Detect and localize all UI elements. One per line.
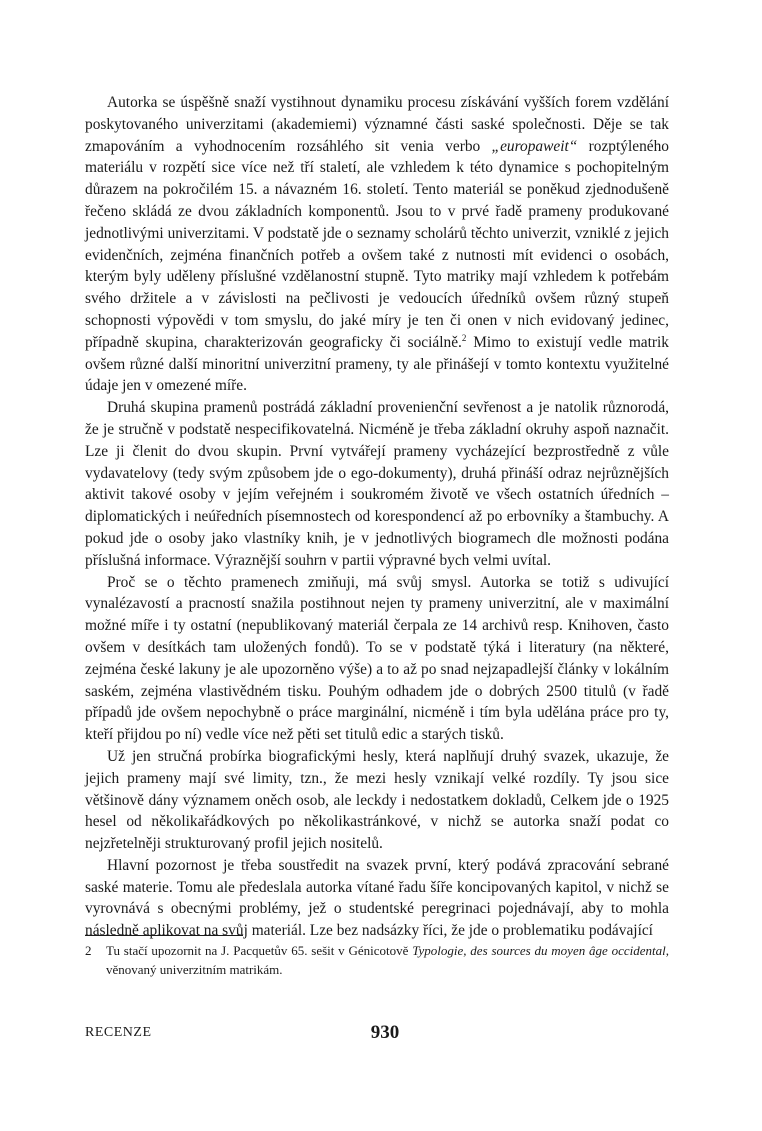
page-number: 930 — [370, 1022, 400, 1043]
footnote-text-after: , věnovaný univerzitním matrikám. — [106, 943, 669, 977]
paragraph-1-italic-term: „europaweit“ — [491, 137, 578, 155]
footnote-divider — [85, 935, 243, 936]
footnote — [85, 942, 669, 979]
footnote-number: 2 — [85, 943, 92, 958]
footnote-reference[interactable]: 2 — [461, 332, 467, 343]
paragraph-5: Hlavní pozornost je třeba soustředit na svazek první, který podává zpracování sebrané saské materie. Tomu ale předeslala autorka vítané řadu šíře koncipovaných kapitol, v nichž se vyrovnává s obecnými problémy, jež o studentské peregrinaci pojednávají, aby to mohla následně aplikovat na svůj materiál. Lze bez nadsázky říci, že jde o problematiku podávající — [85, 856, 669, 940]
footnote-cited-title: Typologie, des sources du moyen âge occidental — [412, 943, 666, 958]
main-text — [85, 92, 669, 942]
paragraph-4: Už jen stručná probírka biografickými hesly, která naplňují druhý svazek, ukazuje, že jejich prameny mají své limity, tzn., že mezi hesly vznikají velké rozdíly. Ty jsou sice většinově dány významem oněch osob, ale leckdy i nedostatkem dokladů, Celkem jde o 1925 hesel od několikařádkových po několikastránkové, v nichž se autorka snaží podat co nejzřetelněji strukturovaný profil jejich nositelů. — [85, 747, 669, 853]
paragraph-3: Proč se o těchto pramenech zmiňuji, má svůj smysl. Autorka se totiž s udivující vynalézavostí a pracností snažila postihnout nejen ty prameny univerzitní, ale v maximální možné míře i ty ostatní (nepublikovaný materiál čerpala ze 14 archivů resp. Knihoven, často ovšem v desítkách tam uložených fondů). To se v podstatě týká i literatury (na některé, zejména české lakuny je ale upozorněno výše) a to až po snad nejzapadlejší články v lokálním saském, zejména vlastivědném tisku. Pouhým odhadem jde o dobrých 2500 titulů (v řadě případů jde ovšem nepochybně o práce marginální, nicméně i tím byla udělána práce pro ty, kteří přijdou po ní) vedle více než pěti set titulů edic a starých tisků. — [85, 573, 669, 744]
footnote-text — [106, 942, 669, 979]
paragraph-1-part-c: Mimo to existují vedle matrik ovšem různé další minoritní univerzitní prameny, ty ale přinášejí v tomto kontextu využitelné údaje jen v omezené míře. — [85, 333, 670, 395]
paragraph-1 — [85, 92, 669, 397]
footnote-text-before: Tu stačí upozornit na J. Pacquetův 65. sešit v Génicotově — [106, 943, 413, 958]
paragraph-1-part-a: Autorka se úspěšně snaží vystihnout dynamiku procesu získávání vyšších forem vzdělání poskytovaného univerzitami (akademiemi) významné části saské společnosti. Děje se tak zmapováním a vyhodnocením rozsáhlého sit venia verbo — [85, 94, 669, 155]
paragraph-1-part-b: rozptýleného materiálu v rozpětí sice více než tří staletí, ale vzhledem k této dynamice s pochopitelným důrazem na pokročilém 15. a návazném 16. století. Tento materiál se poněkud zjednodušeně řečeno skládá ze dvou základních komponentů. Jsou to v prvé řadě prameny produkované jednotlivými univerzitami. V podstatě jde o seznamy scholárů těchto univerzit, vzniklé z jejich evidenčních, zejména finančních potřeb a ovšem také z nutnosti mít evidenci o osobách, kterým byly uděleny příslušné vzdělanostní stupně. Tyto matriky mají vzhledem k potřebám svého držitele a v závislosti na pečlivosti je vedoucích úředníků ovšem různý stupeň schopnosti výpovědi v tom smyslu, do jaké míry je ten či onen v nich evidovaný jedinec, případně skupina, charakterizován geograficky či sociálně. — [85, 137, 669, 351]
paragraph-2: Druhá skupina pramenů postrádá základní provenienční sevřenost a je natolik různorodá, že je stručně v podstatě nespecifikovatelná. Nicméně je třeba základní okruhy aspoň naznačit. Lze ji členit do dvou skupin. První vytvářejí prameny vycházející bezprostředně z vůle vydavatelovy (tedy svým způsobem jde o ego-dokumenty), druhá přináší odraz nejrůznějších aktivit takové osoby v jejím veřejném i soukromém životě ve všech ostatních úředních – diplomatických i neúředních písemnostech od korespondencí až po erbovníky a štambuchy. A pokud jde o osoby jako vlastníky knih, je v jednotlivých biogramech dle možnosti podána příslušná informace. Výraznější souhrn v partii výpravné bych velmi uvítal. — [85, 399, 669, 569]
section-label: RECENZE — [85, 1025, 152, 1040]
